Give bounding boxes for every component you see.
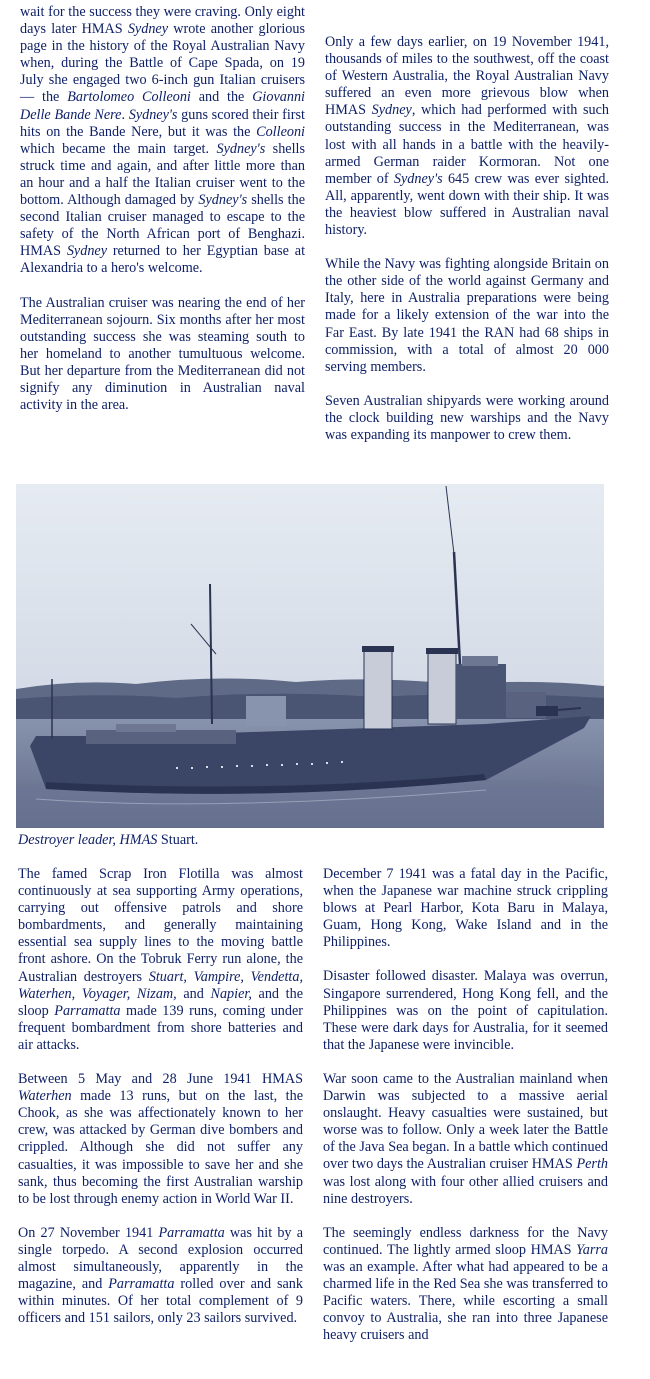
text-run: Disaster followed disaster. Malaya was overrun, Singapore surrendered, Hong Kong fell, and the Philippines was on the point of capitulation. These were dark days for Australia, for it seemed that the Japanese were invincible. xyxy=(323,968,608,1053)
ship-illustration xyxy=(16,484,604,828)
paragraph xyxy=(325,34,609,239)
italic-run: Sydney xyxy=(371,102,412,119)
text-run: The Australian cruiser was nearing the end of her Mediterranean sojourn. Six months after her most outstanding success she was steaming south to her homeland to another tumultuous welcome. But her departure from the Mediterranean did not signify any diminution in Australian naval activity in the area. xyxy=(20,294,305,414)
text-run: Seven Australian shipyards were working around the clock building new warships and the Navy was expanding its manpower to crew them. xyxy=(325,392,609,443)
text-run: and xyxy=(176,985,211,1002)
italic-run: Parramatta xyxy=(54,1002,121,1019)
text-run: guns scored their first hits on the Bande Nere, but it was the xyxy=(20,106,305,140)
text-run: shells the second Italian cruiser managed to escape to the safety of the North African port of Benghazi. HMAS xyxy=(20,192,305,260)
text-run: wrote another glorious page in the history of the Royal Australian Navy when, during the Battle of Cape Spada, on 19 July she engaged two 6-inch gun Italian cruisers — the xyxy=(20,21,305,106)
italic-run: Stuart, Vampire, Vendetta, Waterhen, Voyager, Nizam, xyxy=(18,968,303,1002)
paragraph xyxy=(20,4,305,278)
text-run: , which had performed with such outstanding success in the Mediterranean, was lost with all hands in a battle with the heavily-armed German raider Kormoran. Not one member of xyxy=(325,102,609,187)
text-run: made 13 runs, but on the last, the Chook, as she was affectionately known to her crew, was attacked by German dive bombers and crippled. Although she did not suffer any casualties, it was impossible to save her and she sank, thus becoming the first Australian warship to be lost through enemy action in World War II. xyxy=(18,1088,303,1207)
text-run: returned to her Egyptian base at Alexandria to a hero's welcome. xyxy=(20,243,306,277)
text-run: The famed Scrap Iron Flotilla was almost continuously at sea supporting Army operations, carrying out offensive patrols and shore bombardments, and generally maintaining essential sea supply lines to the moving battle front ashore. On the Tobruk Ferry run alone, the Australian destroyers xyxy=(18,866,303,985)
top-left-column xyxy=(20,4,305,414)
italic-run: Parramatta xyxy=(108,1276,175,1293)
text-run: While the Navy was fighting alongside Britain on the other side of the world against Germany and Italy, here in Australia preparations were being made for a likely extension of the war into the Far East. By late 1941 the RAN had 68 ships in commission, with a total of almost 20 000 serving members. xyxy=(325,256,609,375)
paragraph xyxy=(18,1071,303,1208)
text-run: The seemingly endless darkness for the Navy continued. The lightly armed sloop HMAS xyxy=(323,1224,608,1258)
italic-run: Sydney xyxy=(66,243,108,260)
text-run: wait for the success they were craving. Only eight days later HMAS xyxy=(20,4,305,38)
text-run: shells struck time and again, and after little more than an hour and a half the Italian cruiser went to the bottom. Although damaged by xyxy=(20,140,305,209)
text-run: which became the main target. xyxy=(20,140,217,157)
text-run: Only a few days earlier, on 19 November 1941, thousands of miles to the southwest, off the coast of Western Australia, the Royal Australian Navy suffered an even more grievous blow when HMAS xyxy=(325,34,609,119)
caption-ship-name: Stuart. xyxy=(160,832,199,848)
caption-prefix: Destroyer leader, HMAS xyxy=(18,832,158,848)
italic-run: Parramatta xyxy=(158,1224,225,1241)
paragraph xyxy=(20,295,305,415)
paragraph xyxy=(325,256,609,376)
text-run: War soon came to the Australian mainland when Darwin was subjected to a massive aerial onslaught. Heavy casualties were sustained, but worse was to follow. Only a week later the Battle of the Java Sea began. In a battle which continued over two days the Australian cruiser HMAS xyxy=(323,1070,608,1173)
bottom-right-column xyxy=(323,866,608,1344)
italic-run: Yarra xyxy=(576,1241,608,1258)
bottom-left-column xyxy=(18,866,303,1327)
text-run: December 7 1941 was a fatal day in the Pacific, when the Japanese war machine struck crippling blows at Pearl Harbor, Kota Baru in Malaya, Guam, Hong Kong, Wake Island and in the Philippines. xyxy=(323,866,608,951)
destroyer-photo xyxy=(16,484,604,828)
text-run: was an example. After what had appeared to be a charmed life in the Red Sea she was transferred to Pacific waters. There, while escorting a small convoy to Australia, she ran into three Japanese heavy cruisers and xyxy=(323,1258,608,1344)
italic-run: Bartolomeo Colleoni xyxy=(67,89,191,106)
text-run: made 139 runs, coming under frequent bombardment from shore batteries and air attacks. xyxy=(18,1002,303,1053)
italic-run: Sydney's xyxy=(393,170,443,187)
paragraph xyxy=(18,866,303,1054)
paragraph xyxy=(325,393,609,444)
italic-run: Colleoni xyxy=(256,123,305,140)
text-run: On 27 November 1941 xyxy=(18,1224,159,1241)
text-run: 645 crew was ever sighted. All, apparently, went down with their ship. It was the heaviest blow suffered in Australian naval history. xyxy=(325,170,609,239)
italic-run: Sydney xyxy=(127,21,169,38)
italic-run: Waterhen xyxy=(18,1088,72,1105)
italic-run: Sydney's xyxy=(128,106,178,123)
paragraph xyxy=(18,1225,303,1328)
italic-run: Giovanni Delle Bande Nere xyxy=(20,89,305,123)
text-run: and the sloop xyxy=(18,985,303,1019)
italic-run: Sydney's xyxy=(198,192,248,209)
paragraph xyxy=(323,1071,608,1208)
italic-run: Napier, xyxy=(210,985,252,1002)
italic-run: Perth xyxy=(576,1156,608,1173)
text-run: was hit by a single torpedo. A second explosion occurred almost simultaneously, apparently in the magazine, and xyxy=(18,1224,303,1293)
text-run: Between 5 May and 28 June 1941 HMAS xyxy=(18,1071,303,1088)
photo-caption xyxy=(18,832,198,849)
text-run: rolled over and sank within minutes. Of her total complement of 9 officers and 151 sailors, only 23 sailors survived. xyxy=(18,1276,303,1327)
text-run: and the xyxy=(190,89,253,106)
text-run: . xyxy=(121,106,129,123)
paragraph xyxy=(323,968,608,1053)
paragraph xyxy=(323,1225,608,1345)
top-right-column xyxy=(325,34,609,444)
text-run: was lost along with four other allied cruisers and nine destroyers. xyxy=(323,1173,608,1207)
italic-run: Sydney's xyxy=(216,140,266,157)
paragraph xyxy=(323,866,608,951)
